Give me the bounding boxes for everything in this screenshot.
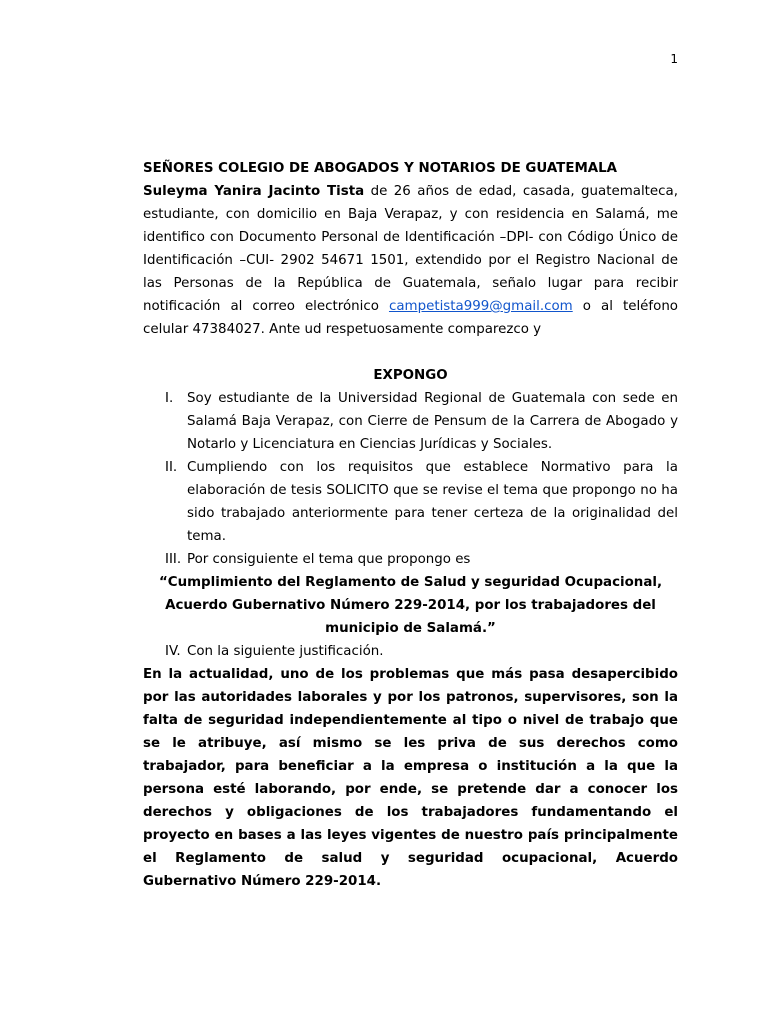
list-number: III. [165, 552, 182, 567]
intro-text-1: de 26 años de edad, casada, guatemalteca, estudiante, con domicilio en Baja Verapaz, y con residencia en Salamá, me identifico con Documento Personal de Identificación –DPI- con Código Único de Identificación –CUI- 2902 54671 1501, extendido por el Registro Nacional de las Personas de la República de Guatemala, señalo lugar para recibir notificación al correo electrónico [143, 184, 678, 314]
list-item [143, 640, 678, 663]
list-text: Por consiguiente el tema que propongo es [187, 552, 471, 567]
list-item [143, 387, 678, 456]
applicant-name: Suleyma Yanira Jacinto Tista [143, 184, 365, 199]
document-body [143, 157, 678, 893]
intro-paragraph [143, 180, 678, 341]
email-link[interactable]: campetista999@gmail.com [388, 299, 573, 314]
list-text: Soy estudiante de la Universidad Regional de Guatemala con sede en Salamá Baja Verapaz, con Cierre de Pensum de la Carrera de Abogado y Notarlo y Licenciatura en Ciencias Jurídicas y Sociales. [187, 391, 678, 452]
list-text: Con la siguiente justificación. [187, 644, 384, 659]
thesis-title: “Cumplimiento del Reglamento de Salud y seguridad Ocupacional, Acuerdo Gubernativo Número 229-2014, por los trabajadores del municipio de Salamá.” [158, 575, 663, 636]
list-item [143, 456, 678, 548]
list-number: II. [165, 460, 178, 475]
list-text: Cumpliendo con los requisitos que establece Normativo para la elaboración de tesis SOLICITO que se revise el tema que propongo no ha sido trabajado anteriormente para tener certeza de la originalidad del tema. [187, 460, 678, 544]
document-heading: SEÑORES COLEGIO DE ABOGADOS Y NOTARIOS DE GUATEMALA [143, 161, 618, 176]
list-number: I. [165, 391, 174, 406]
list-item [143, 548, 678, 571]
section-title: EXPONGO [373, 368, 448, 383]
list-number: IV. [165, 644, 181, 659]
page-number: 1 [670, 52, 678, 66]
justification-paragraph: En la actualidad, uno de los problemas que más pasa desapercibido por las autoridades laborales y por los patronos, supervisores, son la falta de seguridad independientemente al tipo o nivel de trabajo que se le atribuye, así mismo se les priva de sus derechos como trabajador, para beneficiar a la empresa o institución a la que la persona esté laborando, por ende, se pretende dar a conocer los derechos y obligaciones de los trabajadores fundamentando el proyecto en bases a las leyes vigentes de nuestro país principalmente el Reglamento de salud y seguridad ocupacional, Acuerdo Gubernativo Número 229-2014. [143, 667, 678, 889]
intro-text-2: o al teléfono celular 47384027. Ante ud respetuosamente comparezco y [143, 299, 679, 337]
